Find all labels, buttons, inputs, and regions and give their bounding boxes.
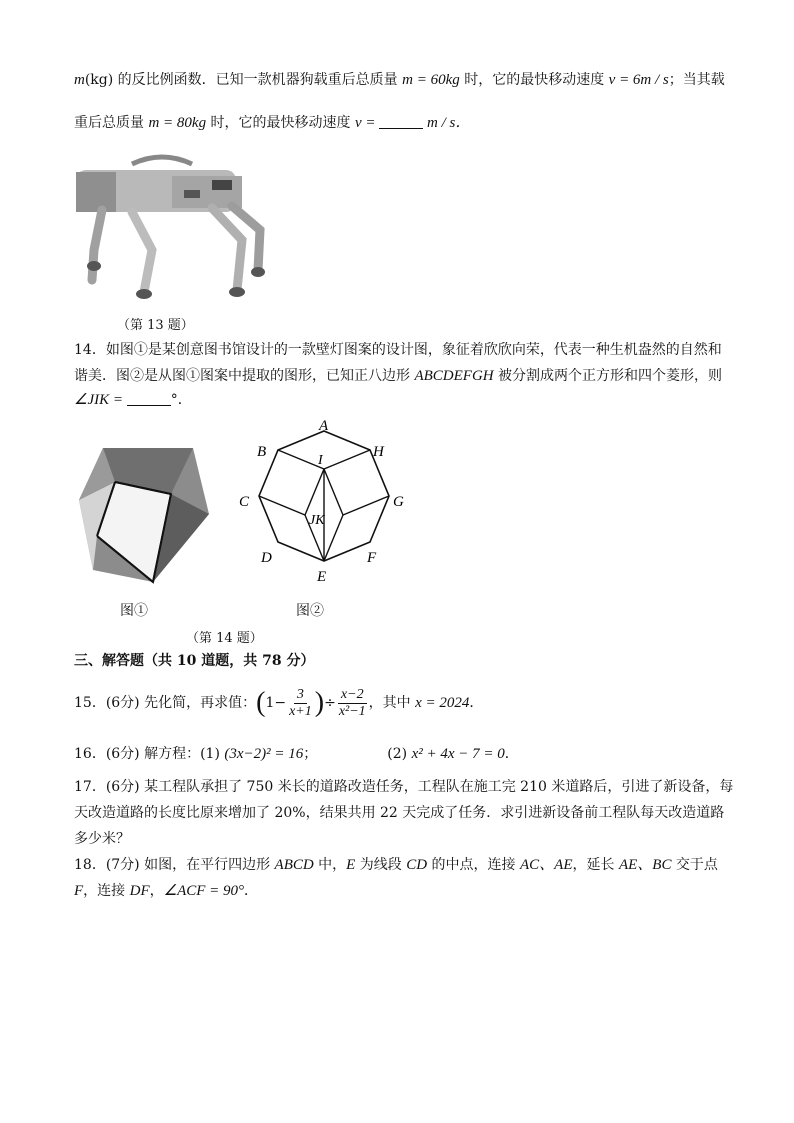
q13-text-2: 时，它的最快移动速度 (459, 72, 609, 88)
q15-line (74, 683, 483, 723)
label-b: B (257, 444, 267, 460)
q15-fraction-1 (286, 687, 315, 720)
q13-speed-6: v = 6m / s (608, 72, 669, 88)
q14-line-1: 14．如图①是某创意图书馆设计的一款壁灯图案的设计图，象征着欣欣向荣，代表一种生机盎然的自然和 (74, 342, 722, 358)
label-f: F (367, 550, 377, 566)
q18-line-2 (74, 881, 258, 901)
label-h: H (373, 444, 384, 460)
q13-speed-var: v = (354, 115, 380, 131)
q15-fraction-2 (336, 687, 369, 720)
label-a: A (319, 418, 329, 434)
label-g: G (393, 494, 404, 510)
q18-ae-bc: AE、BC (618, 857, 672, 873)
q16-eq2: x² + 4x − 7 = 0 (411, 746, 505, 762)
q18-text-3: 为线段 (355, 857, 407, 873)
q16-part2: (2) (387, 746, 412, 762)
q14-degree: °． (170, 392, 192, 408)
q14-octagon-name: ABCDEFGH (414, 368, 494, 384)
q14-caption: （第 14 题） (186, 631, 263, 646)
q16-prefix: 16．(6分) 解方程：(1) (74, 746, 225, 762)
q18-text-8: ， (149, 883, 164, 899)
q18-line-1 (74, 855, 718, 875)
label-c: C (239, 494, 250, 510)
q13-var-m: m (74, 72, 85, 88)
q15-prefix: 15．(6分) 先化简，再求值： (74, 695, 257, 711)
q14-answer-blank[interactable] (127, 391, 171, 406)
q14-text-1: 谐美．图②是从图①图案中提取的图形，已知正八边形 (74, 368, 415, 384)
figure-1-wall-lamp (75, 444, 215, 586)
q18-f: F (74, 883, 84, 899)
q15-suffix-a: ，其中 (368, 695, 416, 711)
q18-e: E (346, 857, 356, 873)
q15-paren-open: ( (256, 687, 266, 718)
label-i: I (318, 453, 323, 468)
label-d: D (261, 550, 272, 566)
figure-2-octagon (235, 410, 415, 596)
q16-line (74, 744, 519, 764)
q15-frac2-den: x²−1 (338, 703, 366, 719)
q13-text-5: 时，它的最快移动速度 (206, 115, 355, 131)
q18-text-4: 的中点，连接 (427, 857, 520, 873)
q17-line-3: 多少米？ (74, 831, 130, 847)
q18-cd: CD (406, 857, 428, 873)
q14-line-2 (74, 366, 722, 386)
q15-div: ÷ (324, 695, 336, 711)
q18-abcd: ABCD (274, 857, 314, 873)
q14-text-2: 被分割成两个正方形和四个菱形，则 (493, 368, 723, 384)
q15-frac1-num: 3 (294, 687, 307, 704)
q18-angle-acf: ∠ACF = 90° (163, 883, 245, 899)
q15-frac2-num: x−2 (338, 687, 367, 704)
q18-text-9: ． (244, 883, 259, 899)
q15-frac1-den: x+1 (289, 703, 312, 719)
q15-paren-close: ) (314, 687, 325, 718)
q13-text-3: ；当其载 (668, 72, 725, 88)
q13-caption: （第 13 题） (117, 318, 194, 333)
q13-text-1: 的反比例函数．已知一款机器狗载重后总质量 (113, 72, 403, 88)
q18-df: DF (129, 883, 150, 899)
q16-eq1: (3x−2)² = 16 (224, 746, 304, 762)
q13-text-4: 重后总质量 (74, 115, 149, 131)
q16-end: ． (504, 746, 519, 762)
q13-line-1 (74, 70, 725, 90)
q17-line-2: 天改造道路的长度比原来增加了 20%，结果共用 22 天完成了任务．求引进新设备前工程队每天改造道路 (74, 805, 725, 821)
q14-line-3 (74, 390, 192, 410)
q18-text-2: 中， (313, 857, 347, 873)
q13-unit-kg: (kg) (84, 72, 114, 88)
q18-text-5: ，延长 (572, 857, 619, 873)
q18-text-7: ，连接 (83, 883, 130, 899)
q15-x-value: x = 2024 (415, 695, 470, 711)
q14-angle-jik: ∠JIK = (74, 392, 127, 408)
q13-mass-80: m = 80kg (148, 115, 207, 131)
section-3-title: 三、解答题（共 10 道题，共 78 分） (74, 653, 315, 669)
q16-sep: ； (303, 746, 318, 762)
q18-text-1: 18．(7分) 如图，在平行四边形 (74, 857, 275, 873)
q15-suffix-c: ． (469, 695, 484, 711)
q13-line-2 (74, 113, 470, 133)
q13-mass-60: m = 60kg (402, 72, 460, 88)
q18-text-6: 交于点 (671, 857, 718, 873)
robot-dog-image (72, 150, 272, 310)
q18-ac-ae: AC、AE (520, 857, 573, 873)
q13-speed-unit: m / s． (423, 115, 471, 131)
figure-1-caption: 图① (120, 603, 148, 619)
q15-one-minus: 1− (265, 695, 287, 711)
figure-2-caption: 图② (296, 603, 324, 619)
q13-answer-blank[interactable] (379, 114, 423, 129)
label-e: E (317, 569, 327, 585)
label-jk: JK (309, 513, 325, 528)
q17-line-1: 17．(6分) 某工程队承担了 750 米长的道路改造任务，工程队在施工完 210 米道路后，引进了新设备，每 (74, 779, 734, 795)
